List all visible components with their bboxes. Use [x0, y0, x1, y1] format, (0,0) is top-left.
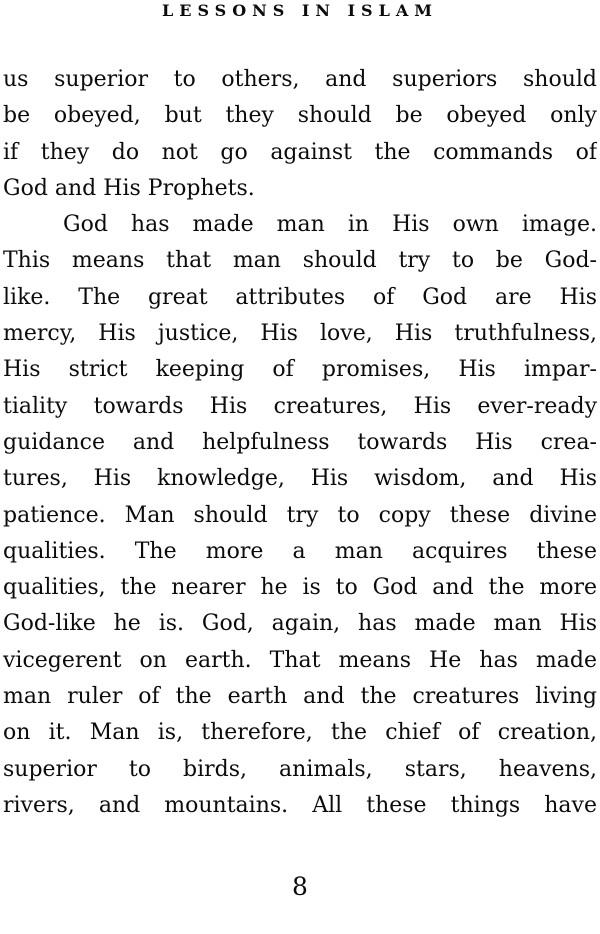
- text-line-5: God has made man in His own image.: [63, 212, 597, 238]
- text-line-6: This means that man should try to be God-: [3, 248, 597, 274]
- text-line-7: like. The great attributes of God are His: [3, 284, 597, 310]
- text-line-2: be obeyed, but they should be obeyed only: [3, 103, 597, 129]
- text-line-18: man ruler of the earth and the creatures living: [3, 684, 597, 710]
- text-line-9: His strict keeping of promises, His impar-: [3, 357, 597, 383]
- body-text: [3, 62, 597, 824]
- running-head: LESSONS IN ISLAM: [162, 1, 438, 20]
- text-line-21: rivers, and mountains. All these things have: [3, 792, 597, 818]
- text-line-4: God and His Prophets.: [3, 175, 255, 201]
- text-line-19: on it. Man is, therefore, the chief of creation,: [3, 720, 597, 746]
- text-line-3: if they do not go against the commands of: [3, 139, 597, 165]
- text-line-8: mercy, His justice, His love, His truthfulness,: [3, 321, 597, 347]
- text-line-15: qualities, the nearer he is to God and the more: [3, 575, 597, 601]
- page-number: 8: [292, 872, 308, 901]
- text-line-10: tiality towards His creatures, His ever-ready: [3, 393, 597, 419]
- text-line-11: guidance and helpfulness towards His crea-: [3, 429, 597, 455]
- text-line-14: qualities. The more a man acquires these: [3, 538, 597, 564]
- text-line-20: superior to birds, animals, stars, heavens,: [3, 756, 597, 782]
- text-line-16: God-like he is. God, again, has made man His: [3, 611, 597, 637]
- text-line-13: patience. Man should try to copy these divine: [3, 502, 597, 528]
- text-line-1: us superior to others, and superiors should: [3, 67, 597, 92]
- text-line-12: tures, His knowledge, His wisdom, and His: [3, 466, 597, 492]
- text-line-17: vicegerent on earth. That means He has made: [3, 647, 597, 673]
